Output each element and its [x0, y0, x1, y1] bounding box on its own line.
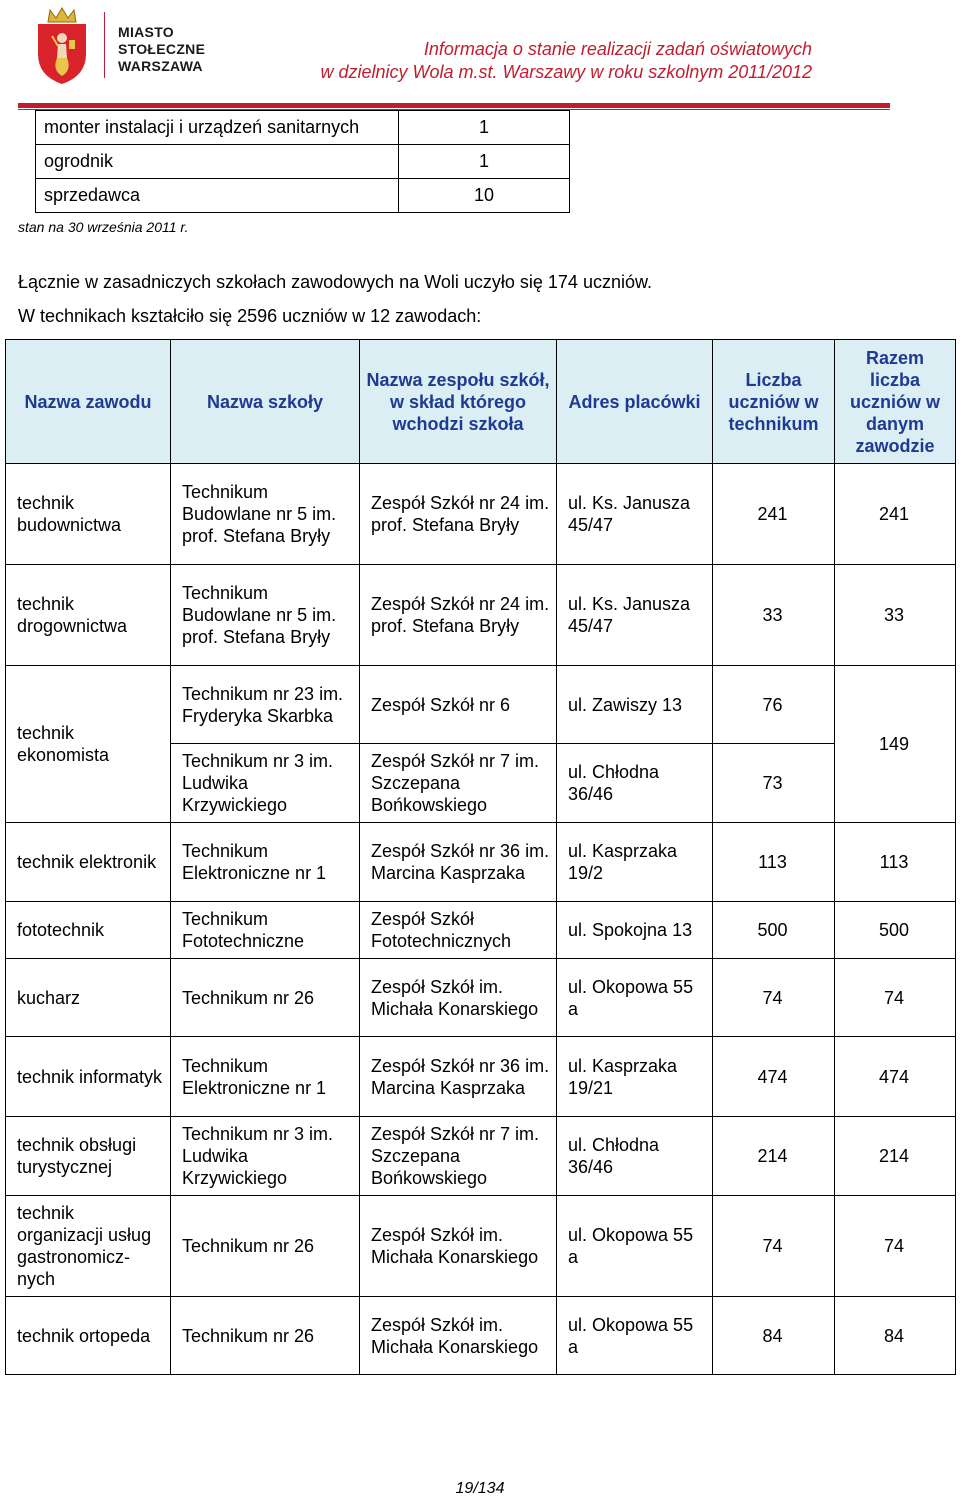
header-szkola: Nazwa szkoły [171, 340, 360, 464]
adres-cell: ul. Kasprzaka 19/2 [557, 823, 713, 902]
razem-cell: 214 [835, 1117, 956, 1196]
szkola-cell: Technikum Budowlane nr 5 im. prof. Stefana Bryły [171, 565, 360, 666]
razem-cell: 149 [835, 666, 956, 823]
header-zawod: Nazwa zawodu [6, 340, 171, 464]
table-row [6, 823, 956, 902]
szkola-cell: Technikum nr 26 [171, 1196, 360, 1297]
razem-cell: 74 [835, 1196, 956, 1297]
adres-cell: ul. Zawiszy 13 [557, 666, 713, 744]
page-number: 19/134 [455, 1480, 505, 1497]
szkola-cell: Technikum nr 23 im. Fryderyka Skarbka [171, 666, 360, 744]
liczba-cell: 113 [713, 823, 835, 902]
table-row [6, 1297, 956, 1375]
intro-paragraph: W technikach kształciło się 2596 uczniów w 12 zawodach: [18, 306, 482, 326]
liczba-cell: 474 [713, 1037, 835, 1117]
header-row [6, 340, 956, 464]
szkola-cell: Technikum nr 3 im. Ludwika Krzywickiego [171, 1117, 360, 1196]
table-row [6, 464, 956, 565]
table-row [6, 902, 956, 959]
razem-cell: 500 [835, 902, 956, 959]
table-row [6, 666, 956, 744]
header-title-line-1: Informacja o stanie realizacji zadań oświatowych [423, 39, 812, 59]
zespol-cell: Zespół Szkół nr 24 im. prof. Stefana Bryły [360, 464, 557, 565]
header-title [0, 38, 812, 84]
liczba-cell: 214 [713, 1117, 835, 1196]
liczba-cell: 500 [713, 902, 835, 959]
zawod-cell: fototechnik [6, 902, 171, 959]
zawod-cell: technik drogownictwa [6, 565, 171, 666]
table-row [6, 565, 956, 666]
szkola-cell: Technikum Elektroniczne nr 1 [171, 1037, 360, 1117]
zespol-cell: Zespół Szkół Fototechnicznych [360, 902, 557, 959]
header-liczba: Liczba uczniów w technikum [713, 340, 835, 464]
summary-paragraph: Łącznie w zasadniczych szkołach zawodowych na Woli uczyło się 174 uczniów. [18, 272, 652, 292]
header-zespol: Nazwa zespołu szkół, w skład którego wchodzi szkoła [360, 340, 557, 464]
razem-cell: 74 [835, 959, 956, 1037]
zawod-cell: technik informatyk [6, 1037, 171, 1117]
zespol-cell: Zespół Szkół nr 36 im. Marcina Kasprzaka [360, 1037, 557, 1117]
razem-cell: 113 [835, 823, 956, 902]
logo-line-2: STOŁECZNE [118, 41, 206, 57]
liczba-cell: 76 [713, 666, 835, 744]
zespol-cell: Zespół Szkół nr 36 im. Marcina Kasprzaka [360, 823, 557, 902]
zawod-cell: technik obsługi turystycznej [6, 1117, 171, 1196]
zespol-cell: Zespół Szkół im. Michała Konarskiego [360, 1297, 557, 1375]
zawod-cell: technik elektronik [6, 823, 171, 902]
zespol-cell: Zespół Szkół nr 6 [360, 666, 557, 744]
header-adres: Adres placówki [557, 340, 713, 464]
szkola-cell: Technikum Elektroniczne nr 1 [171, 823, 360, 902]
liczba-cell: 74 [713, 1196, 835, 1297]
szkola-cell: Technikum Budowlane nr 5 im. prof. Stefana Bryły [171, 464, 360, 565]
adres-cell: ul. Okopowa 55 a [557, 959, 713, 1037]
zespol-cell: Zespół Szkół nr 7 im. Szczepana Bońkowskiego [360, 744, 557, 823]
adres-cell: ul. Kasprzaka 19/21 [557, 1037, 713, 1117]
szkola-cell: Technikum nr 26 [171, 1297, 360, 1375]
table-row [36, 111, 570, 145]
table-row [6, 1196, 956, 1297]
date-note: stan na 30 września 2011 r. [18, 219, 189, 235]
header-rule [18, 103, 890, 108]
razem-cell: 33 [835, 565, 956, 666]
header-title-line-2: w dzielnicy Wola m.st. Warszawy w roku szkolnym 2011/2012 [320, 62, 812, 82]
adres-cell: ul. Chłodna 36/46 [557, 744, 713, 823]
zawod-cell: technik ekonomista [6, 666, 171, 823]
count-cell: 1 [399, 111, 570, 145]
zespol-cell: Zespół Szkół nr 24 im. prof. Stefana Bryły [360, 565, 557, 666]
liczba-cell: 74 [713, 959, 835, 1037]
zawod-cell: sprzedawca [36, 179, 399, 213]
razem-cell: 474 [835, 1037, 956, 1117]
zawod-cell: kucharz [6, 959, 171, 1037]
liczba-cell: 73 [713, 744, 835, 823]
logo-line-1: MIASTO [118, 24, 174, 40]
count-cell: 10 [399, 179, 570, 213]
zawod-cell: technik budownictwa [6, 464, 171, 565]
szkola-cell: Technikum Fototechniczne [171, 902, 360, 959]
szkola-cell: Technikum nr 26 [171, 959, 360, 1037]
adres-cell: ul. Chłodna 36/46 [557, 1117, 713, 1196]
szkola-cell: Technikum nr 3 im. Ludwika Krzywickiego [171, 744, 360, 823]
table-row [6, 959, 956, 1037]
count-cell: 1 [399, 145, 570, 179]
header-razem: Razem liczba uczniów w danym zawodzie [835, 340, 956, 464]
razem-cell: 84 [835, 1297, 956, 1375]
liczba-cell: 241 [713, 464, 835, 565]
adres-cell: ul. Okopowa 55 a [557, 1297, 713, 1375]
zawod-cell: monter instalacji i urządzeń sanitarnych [36, 111, 399, 145]
technikum-table [5, 339, 956, 1375]
adres-cell: ul. Ks. Janusza 45/47 [557, 565, 713, 666]
adres-cell: ul. Spokojna 13 [557, 902, 713, 959]
razem-cell: 241 [835, 464, 956, 565]
zawod-cell: ogrodnik [36, 145, 399, 179]
table-row [36, 179, 570, 213]
zawod-cell: technik ortopeda [6, 1297, 171, 1375]
logo-line-3: WARSZAWA [118, 58, 203, 74]
liczba-cell: 33 [713, 565, 835, 666]
adres-cell: ul. Ks. Janusza 45/47 [557, 464, 713, 565]
zespol-cell: Zespół Szkół im. Michała Konarskiego [360, 959, 557, 1037]
zespol-cell: Zespół Szkół im. Michała Konarskiego [360, 1196, 557, 1297]
adres-cell: ul. Okopowa 55 a [557, 1196, 713, 1297]
table-row [36, 145, 570, 179]
zespol-cell: Zespół Szkół nr 7 im. Szczepana Bońkowskiego [360, 1117, 557, 1196]
vocational-school-table [35, 110, 570, 213]
zawod-cell: technik organizacji usług gastronomicz-nych [6, 1196, 171, 1297]
table-row [6, 1117, 956, 1196]
liczba-cell: 84 [713, 1297, 835, 1375]
table-row [6, 1037, 956, 1117]
